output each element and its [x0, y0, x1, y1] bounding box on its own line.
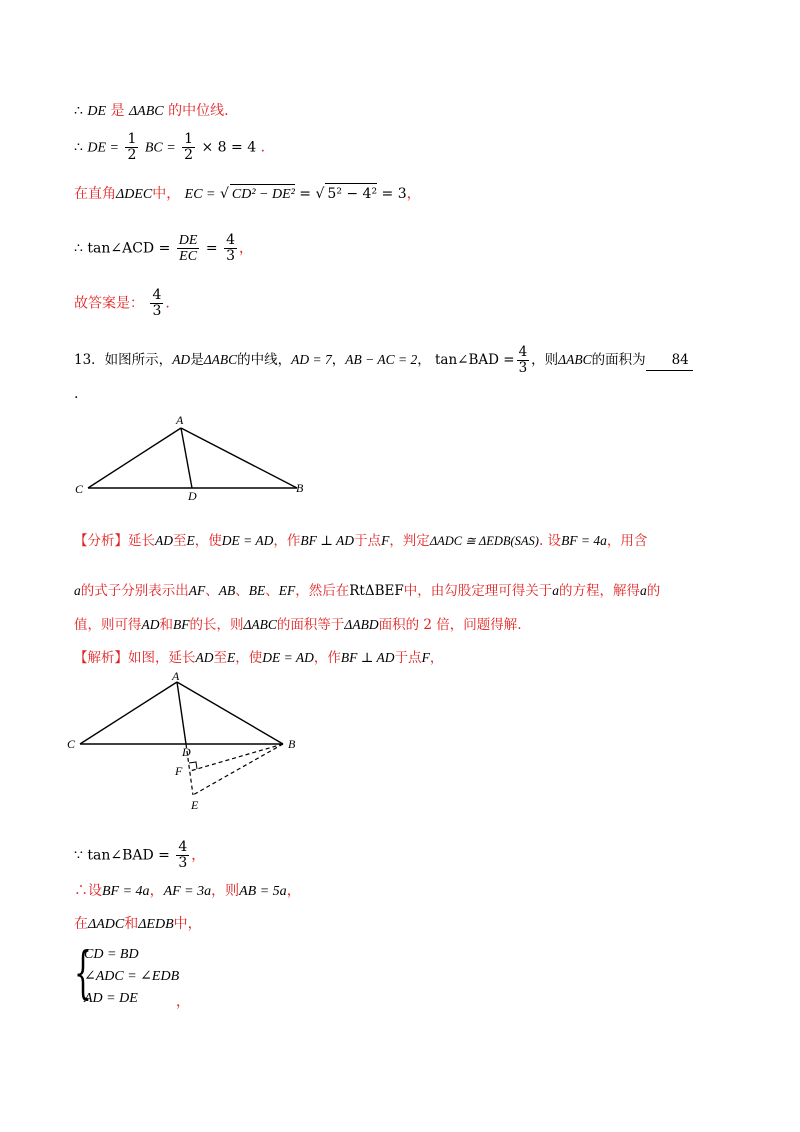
line-ec-value: [74, 183, 421, 205]
line-triangles: [74, 914, 202, 935]
text: 在: [74, 916, 88, 932]
math-text: =: [299, 186, 312, 202]
numerator: 1: [127, 131, 137, 147]
math-text: AB = 5a: [239, 884, 287, 899]
denominator: EC: [179, 249, 198, 264]
text: 是: [190, 352, 204, 368]
fraction: [150, 288, 163, 319]
text: 、: [235, 583, 249, 599]
math-text: BF ⊥ AD: [300, 533, 355, 548]
text: 的方程，解得: [558, 583, 640, 599]
label-a: A: [172, 669, 180, 683]
text: 的: [646, 583, 661, 599]
math-text: DE: [87, 104, 107, 119]
segment-be: [193, 744, 283, 795]
denominator: 2: [127, 147, 137, 163]
text: 和: [159, 617, 173, 633]
denominator: 3: [226, 248, 235, 264]
segment-bf: [190, 744, 283, 771]
text: 的面积等于: [276, 617, 345, 633]
math-text: =: [205, 240, 218, 257]
math-text: ΔEDB: [138, 917, 174, 932]
text: 延长: [128, 533, 155, 549]
denominator: 3: [178, 855, 188, 871]
question-13: [74, 345, 693, 376]
math-text: AB − AC = 2: [345, 352, 418, 367]
numerator: 4: [518, 344, 528, 360]
right-angle-mark: [189, 762, 197, 769]
fraction: [176, 840, 189, 871]
text: 的长，则: [189, 617, 244, 633]
text: 中，由勾股定理可得关于: [403, 583, 553, 599]
text: ，: [406, 186, 421, 202]
text: ，: [239, 240, 253, 257]
math-text: BF ⊥ AD: [340, 650, 395, 665]
system-rows: [84, 944, 179, 1010]
math-text: BF: [173, 617, 190, 632]
text: 的中线，: [237, 352, 292, 368]
label-d: D: [182, 745, 191, 759]
math-text: BC =: [144, 140, 176, 156]
text: 于点: [394, 650, 422, 666]
text: ，作: [313, 650, 341, 666]
analysis-line-1: [74, 531, 647, 551]
denominator: 2: [184, 147, 194, 163]
text: 、: [265, 583, 279, 599]
text: ，: [286, 883, 301, 899]
math-text: AD = 7: [291, 352, 332, 367]
math-text: AF = 3a: [163, 884, 212, 899]
math-text: ΔABC: [243, 617, 277, 632]
triangle-figure-1: [70, 410, 320, 505]
text: 和: [124, 916, 139, 932]
text: 的中位线.: [168, 103, 229, 119]
segment-ad: [177, 682, 186, 744]
solution-tag: 【解析】: [74, 650, 128, 666]
sqrt: √ 5² − 4²: [315, 186, 377, 202]
label-a: A: [176, 413, 184, 427]
text: ，: [191, 847, 206, 864]
line-midline: [74, 101, 229, 122]
math-text: F: [381, 533, 390, 548]
system-row: AD = DE: [84, 991, 138, 1006]
text: 的面积为: [591, 352, 646, 368]
text: ，: [417, 352, 431, 368]
text: 在直角: [74, 186, 116, 202]
math-text: ΔABC: [203, 352, 238, 367]
text: 、: [205, 583, 219, 599]
math-text: AF: [188, 583, 206, 598]
label-b: B: [296, 481, 304, 495]
numerator: 4: [178, 839, 188, 855]
radicand: 5² − 4²: [325, 183, 377, 204]
segment-ab: [181, 428, 297, 488]
system-comma: ，: [176, 994, 190, 1010]
triangle-figure-2: [62, 668, 312, 818]
text: 故答案是：: [74, 295, 144, 312]
numerator: DE: [178, 233, 198, 248]
text: ，使: [194, 533, 222, 549]
therefore-symbol: ∴: [74, 139, 83, 156]
text: 是: [110, 103, 125, 119]
text: 于点: [354, 533, 382, 549]
math-text: AD: [141, 617, 160, 632]
math-text: EF: [278, 583, 296, 598]
math-text: DE =: [87, 140, 119, 156]
math-text: = 3: [381, 186, 407, 202]
math-text: AD: [155, 533, 173, 548]
math-text: ΔADC ≅ ΔEDB(SAS): [429, 534, 539, 548]
text: ，判定: [389, 533, 430, 549]
math-text: ΔDEC: [116, 187, 153, 202]
label-c: C: [67, 737, 76, 751]
left-brace: {: [74, 941, 92, 1006]
text: ，: [149, 883, 164, 899]
text: ，则: [211, 883, 240, 899]
text: ，: [331, 352, 346, 368]
analysis-tag: 【分析】: [74, 533, 128, 549]
label-f: F: [175, 764, 183, 778]
fraction: [125, 132, 138, 163]
text: ，然后在: [295, 583, 350, 599]
math-text: a: [639, 583, 647, 598]
line-tan-acd: [74, 233, 253, 264]
analysis-line-2: [74, 581, 660, 601]
math-text: ∵ tan∠BAD =: [74, 847, 170, 864]
fraction: [177, 233, 200, 264]
text: . 设: [538, 533, 562, 549]
numerator: 4: [152, 287, 162, 303]
segment-ad: [181, 428, 192, 488]
text: 的式子分别表示出: [80, 583, 189, 599]
math-text: EC =: [184, 187, 216, 202]
segment-ab: [177, 682, 283, 744]
text: 中，: [173, 916, 202, 932]
math-text: DE = AD: [262, 650, 314, 665]
math-text: ΔABD: [344, 617, 379, 632]
numerator: 1: [184, 131, 194, 147]
math-text: E: [227, 650, 236, 665]
text: 值，则可得: [74, 617, 142, 633]
fraction: [517, 345, 530, 376]
radicand: CD² − DE²: [230, 184, 295, 205]
text: 面积的 2 倍，问题得解.: [378, 617, 522, 633]
text: .: [260, 139, 266, 156]
segment-ca: [80, 682, 177, 744]
label-d: D: [188, 489, 197, 503]
label-b: B: [288, 737, 296, 751]
math-text: AD: [195, 650, 214, 665]
segment-ca: [88, 428, 181, 488]
text: 至: [213, 650, 227, 666]
text: ，作: [273, 533, 301, 549]
therefore-symbol: ∴: [74, 103, 83, 119]
text: ，用含: [606, 533, 648, 549]
math-text: ΔABC: [558, 352, 592, 367]
line-de-value: [74, 132, 265, 163]
math-text: RtΔBEF: [349, 583, 404, 599]
math-text: ΔABC: [128, 104, 164, 119]
fraction: [224, 233, 237, 264]
text: 如图，延长: [128, 650, 196, 666]
system-row: ∠ADC = ∠EDB: [84, 969, 180, 984]
math-text: tan∠BAD =: [435, 352, 515, 368]
text: ∴设: [74, 883, 102, 899]
text: ，则: [531, 352, 559, 368]
math-text: ∴ tan∠ACD =: [74, 240, 171, 257]
math-text: F: [421, 650, 430, 665]
system-row: CD = BD: [84, 947, 139, 962]
text: ，: [429, 650, 444, 666]
math-text: DE = AD: [221, 533, 274, 548]
math-text: BE: [248, 583, 266, 598]
math-text: AB: [218, 583, 236, 598]
math-text: BF = 4a: [561, 533, 607, 548]
fraction: [182, 132, 195, 163]
text: .: [165, 295, 170, 312]
math-text: a: [552, 583, 559, 598]
line-answer: [74, 288, 170, 319]
text: 中，: [152, 186, 181, 202]
text: ，使: [235, 650, 263, 666]
solution-line-1: [74, 648, 443, 668]
math-text: ΔADC: [88, 917, 125, 932]
math-text: BF = 4a: [102, 884, 150, 899]
line-tan-bad: [74, 840, 205, 871]
analysis-line-3: [74, 615, 522, 635]
math-text: a: [74, 583, 81, 598]
answer-blank: 84: [646, 350, 693, 371]
denominator: 3: [518, 360, 528, 376]
math-text: × 8 = 4: [201, 139, 257, 156]
label-c: C: [75, 482, 84, 496]
text: 至: [173, 533, 187, 549]
denominator: 3: [152, 303, 162, 319]
numerator: 4: [226, 232, 235, 248]
math-text: AD: [172, 352, 191, 367]
label-e: E: [191, 798, 199, 812]
question-number: 13．如图所示，: [74, 352, 173, 368]
question-end-period: .: [74, 386, 79, 402]
math-text: E: [186, 533, 195, 548]
sqrt: √ CD² − DE²: [220, 186, 295, 202]
line-assume-bf: [74, 881, 301, 902]
